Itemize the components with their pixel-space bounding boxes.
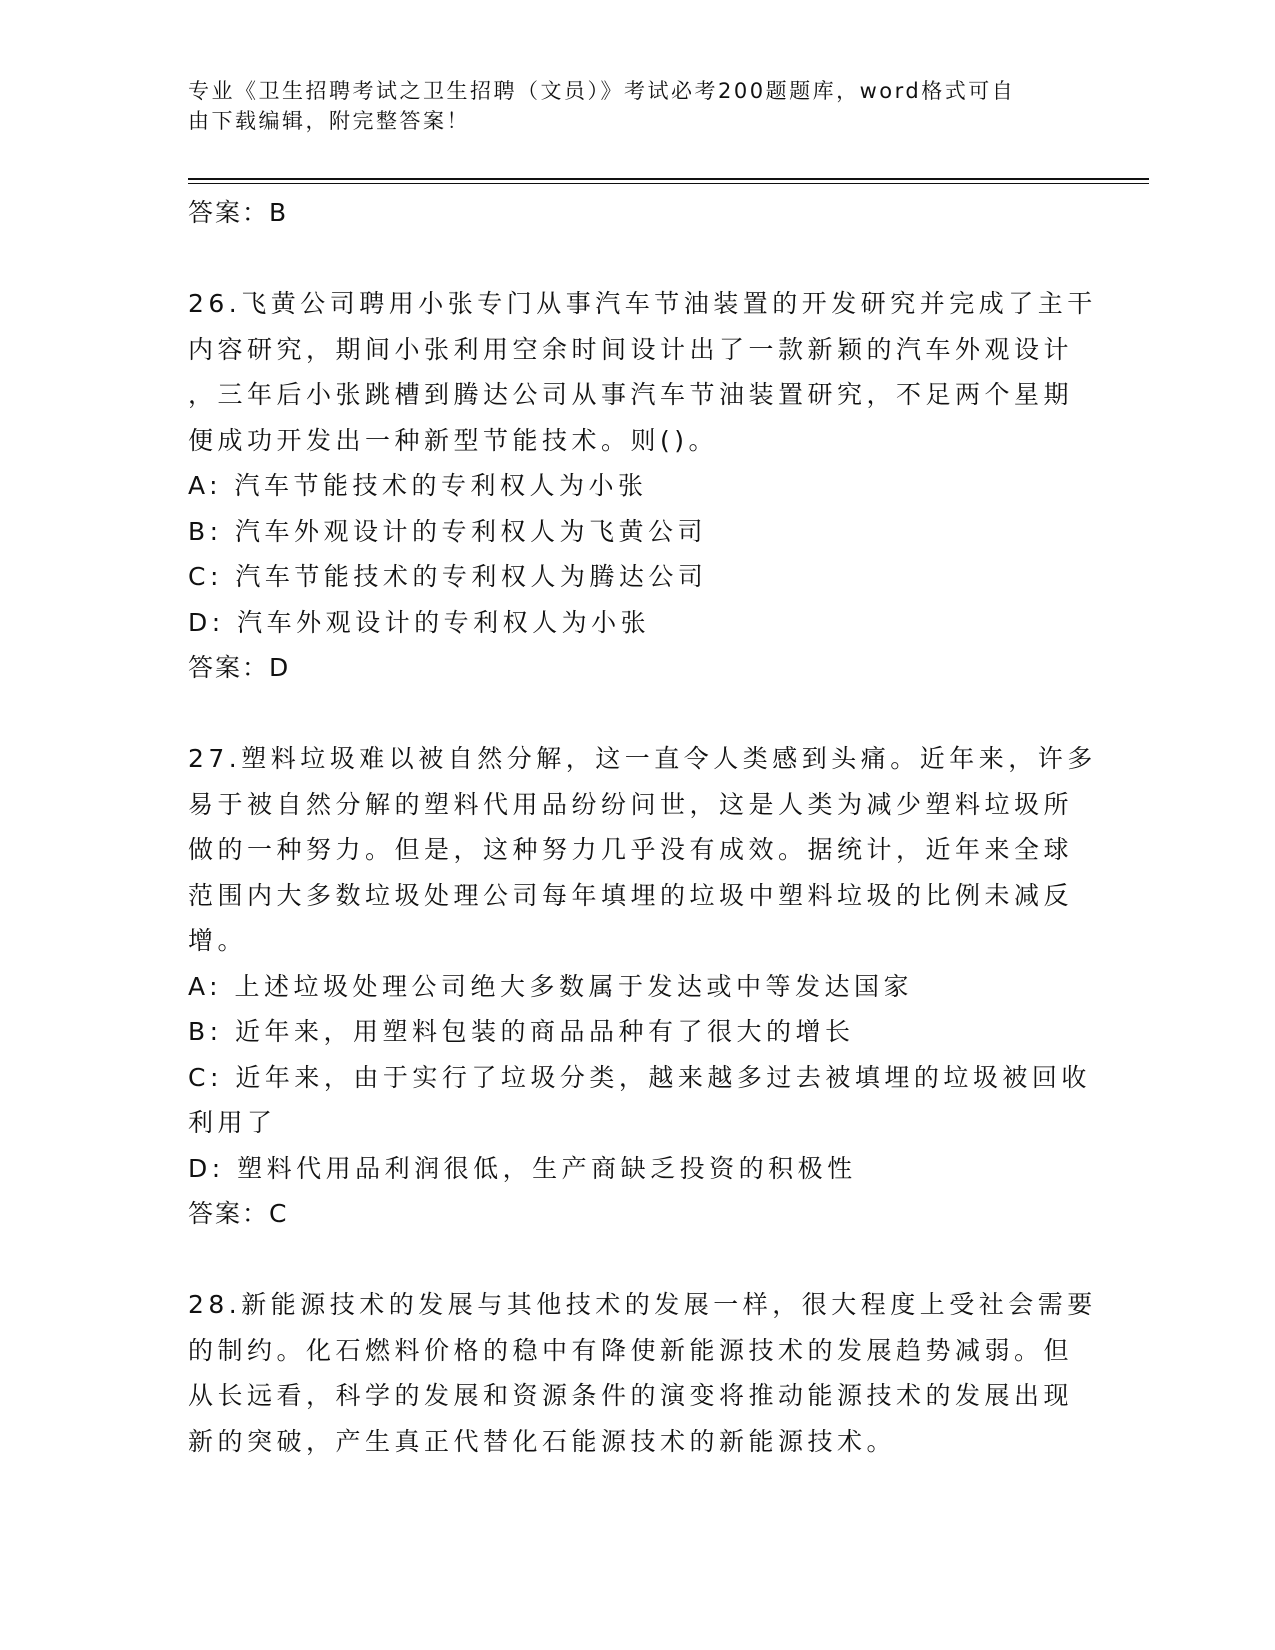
- answer-previous-question: 答案：B: [188, 198, 289, 227]
- question-26-stem-line: ，三年后小张跳槽到腾达公司从事汽车节油装置研究，不足两个星期: [188, 380, 1074, 409]
- question-27-stem-line: 易于被自然分解的塑料代用品纷纷问世，这是人类为减少塑料垃圾所: [188, 789, 1074, 819]
- spacer: [188, 236, 1088, 282]
- question-26-option-b: B: 汽车外观设计的专利权人为飞黄公司: [188, 516, 708, 546]
- question-27-option-c-continued: 利用了: [188, 1108, 277, 1137]
- question-27-option-b: B: 近年来，用塑料包装的商品品种有了很大的增长: [188, 1017, 855, 1046]
- question-28-stem-line: 的制约。化石燃料价格的稳中有降使新能源技术的发展趋势减弱。但: [188, 1335, 1074, 1365]
- question-27: [188, 736, 1097, 1237]
- question-27-option-a: A: 上述垃圾处理公司绝大多数属于发达或中等发达国家: [188, 971, 914, 1001]
- question-26-stem-line: 26.飞黄公司聘用小张专门从事汽车节油装置的开发研究并完成了主干: [188, 289, 1097, 318]
- question-28: [188, 1282, 1097, 1464]
- question-26-option-a: A: 汽车节能技术的专利权人为小张: [188, 471, 648, 500]
- question-26: [188, 281, 1097, 691]
- question-26-option-d: D: 汽车外观设计的专利权人为小张: [188, 607, 651, 637]
- question-27-option-c: C: 近年来，由于实行了垃圾分类，越来越多过去被填埋的垃圾被回收: [188, 1062, 1091, 1092]
- header-divider-thick: [188, 178, 1149, 180]
- header-line-1: 专业《卫生招聘考试之卫生招聘（文员）》考试必考200题题库，word格式可自: [188, 79, 1016, 103]
- spacer: [188, 1237, 1088, 1283]
- question-27-stem-line: 增。: [188, 926, 248, 955]
- question-27-stem-line: 范围内大多数垃圾处理公司每年填埋的垃圾中塑料垃圾的比例未减反: [188, 880, 1074, 910]
- question-27-option-d: D: 塑料代用品利润很低，生产商缺乏投资的积极性: [188, 1153, 857, 1183]
- question-27-stem-line: 27.塑料垃圾难以被自然分解，这一直令人类感到头痛。近年来，许多: [188, 744, 1097, 773]
- document-body: [188, 190, 1097, 1464]
- question-27-answer: 答案：C: [188, 1199, 289, 1228]
- header-line-2: 由下载编辑，附完整答案！: [188, 109, 470, 133]
- question-26-answer: 答案：D: [188, 653, 291, 682]
- question-28-stem-line: 新的突破，产生真正代替化石能源技术的新能源技术。: [188, 1426, 897, 1456]
- spacer: [188, 691, 1088, 737]
- question-26-stem-line: 便成功开发出一种新型节能技术。则()。: [188, 425, 719, 455]
- question-27-stem-line: 做的一种努力。但是，这种努力几乎没有成效。据统计，近年来全球: [188, 835, 1074, 864]
- question-28-stem-line: 28.新能源技术的发展与其他技术的发展一样，很大程度上受社会需要: [188, 1290, 1097, 1319]
- question-26-stem-line: 内容研究，期间小张利用空余时间设计出了一款新颖的汽车外观设计: [188, 334, 1074, 364]
- page-header: [188, 76, 1068, 136]
- question-28-stem-line: 从长远看，科学的发展和资源条件的演变将推动能源技术的发展出现: [188, 1381, 1074, 1410]
- header-divider-thin: [188, 183, 1149, 184]
- question-26-option-c: C: 汽车节能技术的专利权人为腾达公司: [188, 562, 708, 591]
